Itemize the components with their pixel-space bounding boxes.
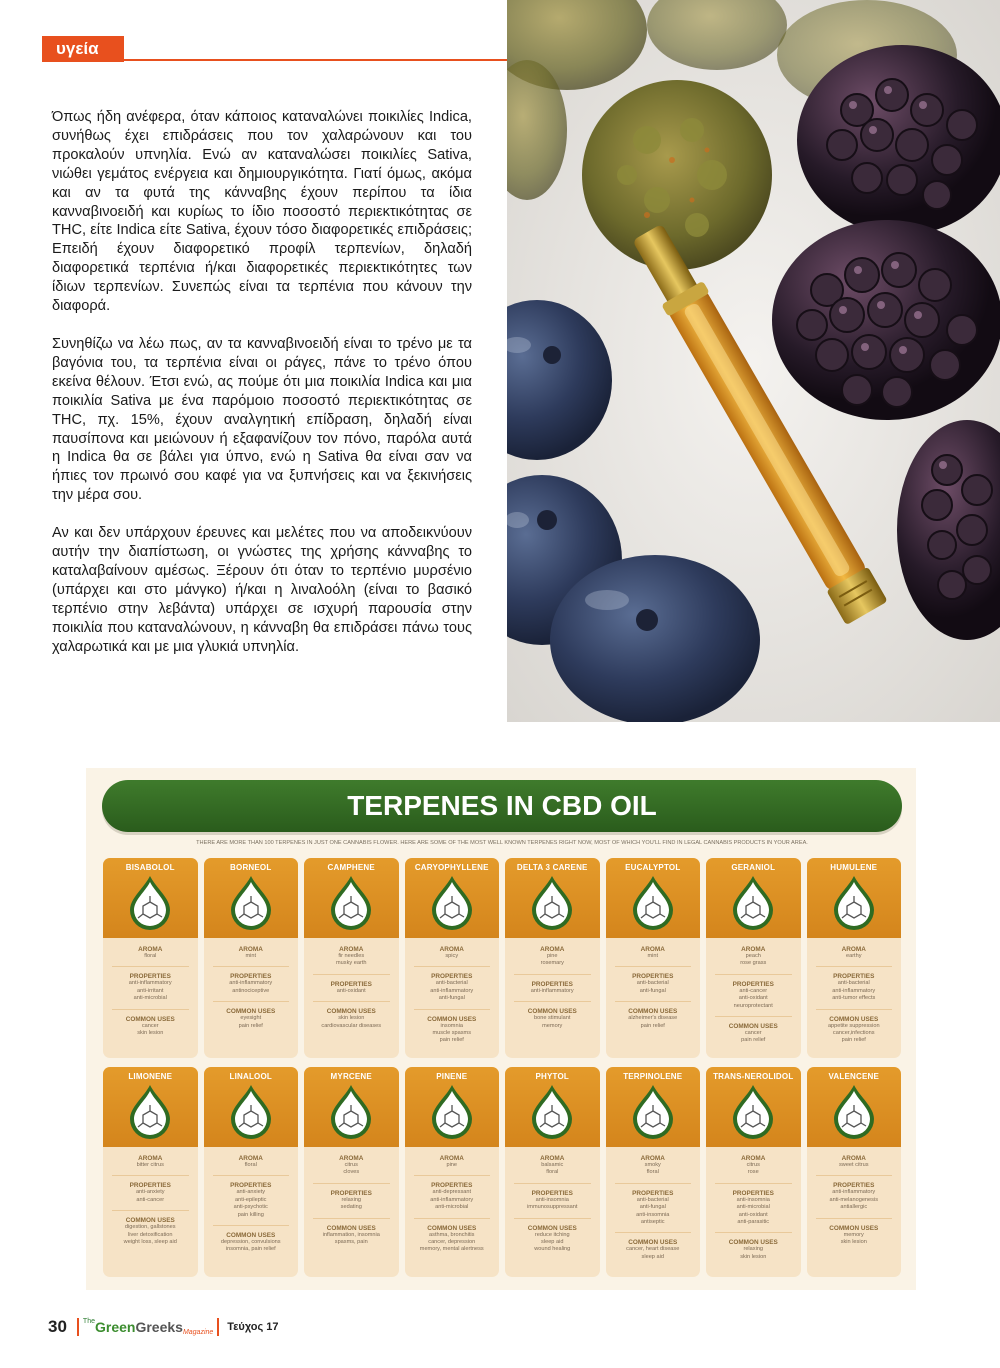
uses-label: COMMON USES	[829, 1015, 879, 1023]
uses-label: COMMON USES	[326, 1008, 376, 1016]
aroma-label: AROMA	[741, 1155, 766, 1162]
card-divider	[816, 1009, 893, 1010]
molecule-droplet-icon	[629, 1083, 677, 1141]
terpene-card-header	[103, 858, 198, 938]
page-number: 30	[48, 1317, 67, 1336]
aroma-value: sweet citrus	[838, 1162, 869, 1168]
terpene-name: TRANS-NEROLIDOL	[713, 1072, 794, 1081]
terpene-card-header	[405, 1067, 500, 1147]
uses-label: COMMON USES	[628, 1008, 678, 1016]
terpene-grid	[103, 858, 903, 1286]
terpene-card	[304, 858, 399, 1058]
molecule-droplet-icon	[629, 874, 677, 932]
uses-label: COMMON USES	[527, 1008, 577, 1016]
terpene-card-body	[103, 938, 198, 1039]
terpene-name: VALENCENE	[828, 1072, 880, 1081]
terpene-card	[304, 1067, 399, 1277]
card-divider	[615, 1232, 692, 1233]
terpene-card-body	[304, 938, 399, 1032]
card-divider	[414, 1218, 491, 1219]
terpene-card-body	[405, 1147, 500, 1256]
card-divider	[213, 966, 290, 967]
properties-value: relaxing sedating	[340, 1196, 362, 1211]
terpene-name: PINENE	[436, 1072, 468, 1081]
page-footer	[48, 1316, 279, 1338]
card-divider	[715, 1183, 792, 1184]
terpene-card-header	[304, 858, 399, 938]
properties-label: PROPERTIES	[632, 1189, 674, 1197]
uses-label: COMMON USES	[125, 1015, 175, 1023]
terpene-card	[103, 1067, 198, 1277]
terpene-card-body	[204, 1147, 299, 1256]
terpene-card-body	[505, 1147, 600, 1256]
molecule-droplet-icon	[830, 1083, 878, 1141]
molecule-droplet-icon	[528, 874, 576, 932]
terpene-row	[103, 858, 903, 1058]
aroma-label: AROMA	[841, 946, 866, 953]
properties-value: anti-cancer anti-oxidant neuroprotectant	[733, 987, 773, 1009]
card-divider	[816, 1175, 893, 1176]
terpene-name: BISABOLOL	[125, 863, 175, 872]
uses-label: COMMON USES	[226, 1232, 276, 1240]
uses-value: bone stimulant memory	[534, 1015, 571, 1029]
terpene-card	[103, 858, 198, 1058]
terpene-card-body	[304, 1147, 399, 1248]
properties-value: anti-insomnia anti-microbial anti-oxidant anti-parasitic	[736, 1196, 770, 1226]
brand-logo-the: The	[82, 1318, 95, 1325]
terpene-card-body	[405, 938, 500, 1047]
terpene-card-header	[505, 858, 600, 938]
uses-value: cancer pain relief	[741, 1030, 766, 1044]
aroma-value: bitter citrus	[136, 1162, 164, 1168]
properties-label: PROPERTIES	[833, 1182, 875, 1190]
uses-value: inflammation, insomnia spasms, pain	[322, 1231, 380, 1246]
aroma-value: floral	[244, 1162, 257, 1168]
terpene-name: DELTA 3 CARENE	[516, 863, 588, 872]
terpene-name: LINALOOL	[229, 1072, 272, 1081]
card-divider	[213, 1001, 290, 1002]
uses-label: COMMON USES	[125, 1217, 175, 1225]
uses-value: cancer skin lesion	[137, 1022, 164, 1037]
article-body	[52, 108, 472, 675]
aroma-label: AROMA	[138, 1155, 163, 1162]
uses-value: memory skin lesion	[840, 1231, 867, 1246]
uses-value: eyesight pain relief	[238, 1015, 263, 1029]
properties-value: anti-inflammatory antinociceptive	[229, 980, 273, 994]
uses-label: COMMON USES	[226, 1008, 276, 1016]
card-divider	[615, 1001, 692, 1002]
article-paragraph: Όπως ήδη ανέφερα, όταν κάποιος καταναλώνει ποικιλίες Indica, συνήθως έχει επιδράσεις που τον χαλαρώνουν και του προκαλούν υπνηλία. Ενώ αν καταναλώσει ποικιλίες Sativa, νιώθει γεμάτος ενέργεια και δημιουργικότητα. Γιατί όμως, ακόμα και αν τα φυτά της κάνναβης έχουν περίπου τα ίδια κανναβινοειδή και κυρίως το ίδιο ποσοστό περιεκτικότητας σε THC, είτε Indica είτε Sativa, έχουν τόσο διαφορετικές επιδράσεις; Επειδή έχουν διαφορετικό προφίλ τερπενίων, δηλαδή διαφορετικά τερπένια ή/και διαφορετικές περιεκτικότητες των ίδιων τερπενίων. Συνεπώς είναι τα τερπένια που κάνουν την διαφορά.	[52, 109, 472, 315]
card-divider	[715, 1232, 792, 1233]
card-divider	[112, 1009, 189, 1010]
terpene-card-body	[606, 938, 701, 1032]
card-divider	[313, 1183, 390, 1184]
properties-label: PROPERTIES	[431, 1182, 473, 1190]
properties-value: anti-inflammatory	[530, 987, 574, 994]
aroma-value: mint	[647, 953, 659, 959]
molecule-droplet-icon	[428, 874, 476, 932]
properties-label: PROPERTIES	[230, 1182, 272, 1190]
terpene-card	[807, 1067, 902, 1277]
properties-value: anti-oxidant	[336, 987, 366, 994]
card-divider	[112, 966, 189, 967]
article-paragraph: Αν και δεν υπάρχουν έρευνες και μελέτες που να αποδεικνύουν αυτήν την διαπίστωση, οι γνώστες της χρήσης κάνναβης το καταλαβαίνουν αμέσως. Ξέρουν ότι όταν το τερπένιο μυρσένιο (υπάρχει και στο μάνγκο) ή/και η λιναλοόλη (είναι το βασικό τερπένιο στην λεβάντα) υπάρχει σε ισχυρή παρουσία στην ποικιλία που καταναλώνουν, η κάνναβη θα επιδράσει πάνω τους χαλαρωτικά και με μια γλυκιά υπνηλία.	[52, 525, 472, 655]
uses-value: asthma, bronchitis cancer, depression memory, mental alertness	[419, 1231, 484, 1253]
uses-value: skin lesion cardiovascular diseases	[321, 1015, 382, 1029]
uses-label: COMMON USES	[326, 1224, 376, 1232]
uses-label: COMMON USES	[427, 1224, 477, 1232]
terpene-card	[807, 858, 902, 1058]
card-divider	[313, 1001, 390, 1002]
aroma-value: mint	[245, 953, 257, 959]
uses-label: COMMON USES	[427, 1015, 477, 1023]
terpene-name: TERPINOLENE	[623, 1072, 683, 1081]
card-divider	[213, 1175, 290, 1176]
terpene-card-header	[204, 858, 299, 938]
terpene-card	[405, 1067, 500, 1277]
molecule-droplet-icon	[327, 1083, 375, 1141]
terpene-card-body	[505, 938, 600, 1032]
terpene-name: CARYOPHYLLENE	[414, 863, 489, 872]
infographic-banner	[102, 780, 902, 832]
aroma-label: AROMA	[238, 1155, 263, 1162]
card-divider	[514, 974, 591, 975]
aroma-label: AROMA	[841, 1155, 866, 1162]
card-divider	[514, 1001, 591, 1002]
aroma-label: AROMA	[439, 946, 464, 953]
aroma-value: smoky floral	[644, 1162, 661, 1176]
properties-label: PROPERTIES	[330, 980, 372, 988]
terpene-name: HUMULENE	[830, 863, 878, 872]
infographic-subtitle: THERE ARE MORE THAN 100 TERPENES IN JUST ONE CANNABIS FLOWER. HERE ARE SOME OF THE MOST WELL KNOWN TERPENES RIGHT NOW, MOST OF WHICH YOU'LL FIND IN LEGAL CANNABIS PRODUCTS IN YOUR AREA.	[196, 840, 808, 846]
terpene-card	[505, 1067, 600, 1277]
properties-value: anti-bacterial anti-fungal anti-insomnia antiseptic	[636, 1196, 670, 1226]
properties-value: anti-depressant anti-inflammatory anti-microbial	[430, 1189, 474, 1211]
footer-divider	[217, 1318, 219, 1336]
aroma-value: peach rose grass	[740, 953, 767, 967]
card-divider	[414, 1009, 491, 1010]
molecule-droplet-icon	[830, 874, 878, 932]
terpene-name: LIMONENE	[128, 1072, 173, 1081]
terpene-card-header	[706, 858, 801, 938]
aroma-value: balsamic floral	[541, 1162, 564, 1176]
terpene-card	[606, 858, 701, 1058]
terpene-card-header	[505, 1067, 600, 1147]
terpene-name: GERANIOL	[731, 863, 776, 872]
terpene-card	[505, 858, 600, 1058]
card-divider	[514, 1218, 591, 1219]
uses-label: COMMON USES	[728, 1023, 778, 1031]
molecule-droplet-icon	[528, 1083, 576, 1141]
card-divider	[514, 1183, 591, 1184]
card-divider	[615, 1183, 692, 1184]
card-divider	[112, 1175, 189, 1176]
card-divider	[414, 966, 491, 967]
terpene-card	[204, 1067, 299, 1277]
brand-logo-greeks: Greeks	[135, 1319, 183, 1335]
terpene-card-header	[606, 858, 701, 938]
terpene-card-body	[606, 1147, 701, 1263]
aroma-value: citrus cloves	[343, 1162, 360, 1176]
terpene-card-header	[807, 1067, 902, 1147]
issue-number: Τεύχος 17	[227, 1321, 279, 1333]
card-divider	[313, 974, 390, 975]
properties-label: PROPERTIES	[431, 973, 473, 981]
properties-label: PROPERTIES	[330, 1189, 372, 1197]
molecule-droplet-icon	[227, 874, 275, 932]
card-divider	[816, 966, 893, 967]
article-paragraph: Συνηθίζω να λέω πως, αν τα κανναβινοειδή είναι το τρένο με τα βαγόνια του, τα τερπένια είναι οι ράγες, πάνε το τρένο όπου εκείνα θέλουν. Έτσι ενώ, ας πούμε ότι μια ποικιλία Indica και μια ποικιλία Sativa με ένα παρόμοιο ποσοστό περιεκτικότητας σε THC, πχ. 15%, έχουν αναλγητική επίδραση, δηλαδή είναι παυσίπονα και μειώνουν ή εξαφανίζουν τον πόνο, παρόλα αυτά η Indica θα σε βάλει για ύπνο, ενώ η Sativa θα είναι σαν να ήπιες τον πρωινό σου καφέ για να ξυπνήσεις και να ξεκινήσεις την μέρα σου.	[52, 335, 472, 504]
aroma-label: AROMA	[640, 946, 665, 953]
terpene-card-body	[807, 1147, 902, 1248]
aroma-value: earthy	[845, 953, 862, 959]
terpene-card-header	[204, 1067, 299, 1147]
card-divider	[313, 1218, 390, 1219]
terpene-card-header	[706, 1067, 801, 1147]
terpene-name: MYRCENE	[330, 1072, 372, 1081]
uses-label: COMMON USES	[628, 1239, 678, 1247]
card-divider	[816, 1218, 893, 1219]
card-divider	[414, 1175, 491, 1176]
card-divider	[715, 974, 792, 975]
properties-value: anti-inflammatory anti-melanogenesis antiallergic	[829, 1189, 878, 1211]
aroma-value: pine rosemary	[540, 953, 564, 967]
uses-value: relaxing skin lesion	[740, 1246, 767, 1260]
aroma-label: AROMA	[138, 946, 163, 953]
properties-label: PROPERTIES	[129, 973, 171, 981]
terpene-card-header	[103, 1067, 198, 1147]
properties-label: PROPERTIES	[531, 980, 573, 988]
molecule-droplet-icon	[729, 874, 777, 932]
properties-label: PROPERTIES	[230, 973, 272, 981]
terpene-card-header	[405, 858, 500, 938]
properties-label: PROPERTIES	[129, 1182, 171, 1190]
cannabis-berries-cartridge-photo	[507, 0, 1000, 722]
uses-label: COMMON USES	[728, 1239, 778, 1247]
properties-value: anti-anxiety anti-cancer	[135, 1189, 165, 1203]
uses-value: digestion, gallstones liver detoxification weight loss, sleep aid	[123, 1224, 177, 1246]
molecule-droplet-icon	[227, 1083, 275, 1141]
molecule-droplet-icon	[729, 1083, 777, 1141]
terpene-card-body	[204, 938, 299, 1032]
card-divider	[615, 966, 692, 967]
aroma-label: AROMA	[540, 1155, 565, 1162]
uses-value: reduce itching sleep aid wound healing	[534, 1231, 571, 1253]
uses-label: COMMON USES	[829, 1224, 879, 1232]
terpene-card-body	[706, 938, 801, 1047]
properties-label: PROPERTIES	[732, 1189, 774, 1197]
properties-value: anti-anxiety anti-epileptic anti-psychotic pain killing	[233, 1189, 268, 1218]
molecule-droplet-icon	[126, 874, 174, 932]
card-divider	[112, 1210, 189, 1211]
terpenes-infographic	[86, 768, 916, 1290]
properties-value: anti-bacterial anti-inflammatory anti-tumor effects	[832, 980, 876, 1002]
infographic-title: TERPENES IN CBD OIL	[347, 790, 657, 821]
properties-label: PROPERTIES	[833, 973, 875, 981]
properties-value: anti-insomnia immunosuppressant	[527, 1196, 578, 1211]
uses-value: alzheimer's disease pain relief	[628, 1015, 678, 1029]
terpene-name: EUCALYPTOL	[625, 863, 681, 872]
aroma-label: AROMA	[640, 1155, 665, 1162]
terpene-name: CAMPHENE	[327, 863, 375, 872]
aroma-label: AROMA	[339, 946, 364, 953]
aroma-label: AROMA	[741, 946, 766, 953]
terpene-card	[706, 1067, 801, 1277]
properties-value: anti-bacterial anti-inflammatory anti-fungal	[430, 980, 474, 1002]
aroma-value: pine	[446, 1162, 458, 1168]
molecule-droplet-icon	[428, 1083, 476, 1141]
terpene-card-body	[807, 938, 902, 1047]
properties-value: anti-bacterial anti-fungal	[636, 980, 669, 994]
terpene-name: PHYTOL	[535, 1072, 569, 1081]
uses-value: insomnia muscle spasms pain relief	[432, 1022, 472, 1044]
properties-value: anti-inflammatory anti-irritant anti-microbial	[128, 980, 172, 1002]
properties-label: PROPERTIES	[531, 1189, 573, 1197]
uses-value: depression, convulsions insomnia, pain relief	[220, 1239, 281, 1253]
brand-logo-green: Green	[94, 1319, 136, 1335]
terpene-row	[103, 1067, 903, 1277]
terpene-card	[405, 858, 500, 1058]
aroma-label: AROMA	[540, 946, 565, 953]
aroma-value: floral	[144, 953, 157, 959]
card-divider	[213, 1225, 290, 1226]
terpene-name: BORNEOL	[230, 863, 272, 872]
terpene-card	[606, 1067, 701, 1277]
terpene-card-header	[807, 858, 902, 938]
aroma-label: AROMA	[439, 1155, 464, 1162]
molecule-droplet-icon	[126, 1083, 174, 1141]
aroma-value: citrus rose	[746, 1162, 760, 1176]
uses-value: appetite suppression cancer,infections pain relief	[827, 1022, 880, 1044]
aroma-label: AROMA	[238, 946, 263, 953]
terpene-card	[706, 858, 801, 1058]
terpene-card-header	[304, 1067, 399, 1147]
terpene-card-header	[606, 1067, 701, 1147]
aroma-label: AROMA	[339, 1155, 364, 1162]
properties-label: PROPERTIES	[732, 980, 774, 988]
aroma-value: spicy	[445, 953, 459, 959]
terpene-card	[204, 858, 299, 1058]
terpene-card-body	[103, 1147, 198, 1248]
card-divider	[715, 1016, 792, 1017]
uses-label: COMMON USES	[527, 1224, 577, 1232]
terpene-card-body	[706, 1147, 801, 1263]
uses-value: cancer, heart disease sleep aid	[626, 1246, 680, 1260]
footer-divider	[77, 1318, 79, 1336]
brand-logo-magazine: Magazine	[182, 1329, 214, 1336]
molecule-droplet-icon	[327, 874, 375, 932]
properties-label: PROPERTIES	[632, 973, 674, 981]
section-tag: υγεία	[42, 36, 124, 62]
aroma-value: fir needles musky earth	[336, 953, 367, 967]
